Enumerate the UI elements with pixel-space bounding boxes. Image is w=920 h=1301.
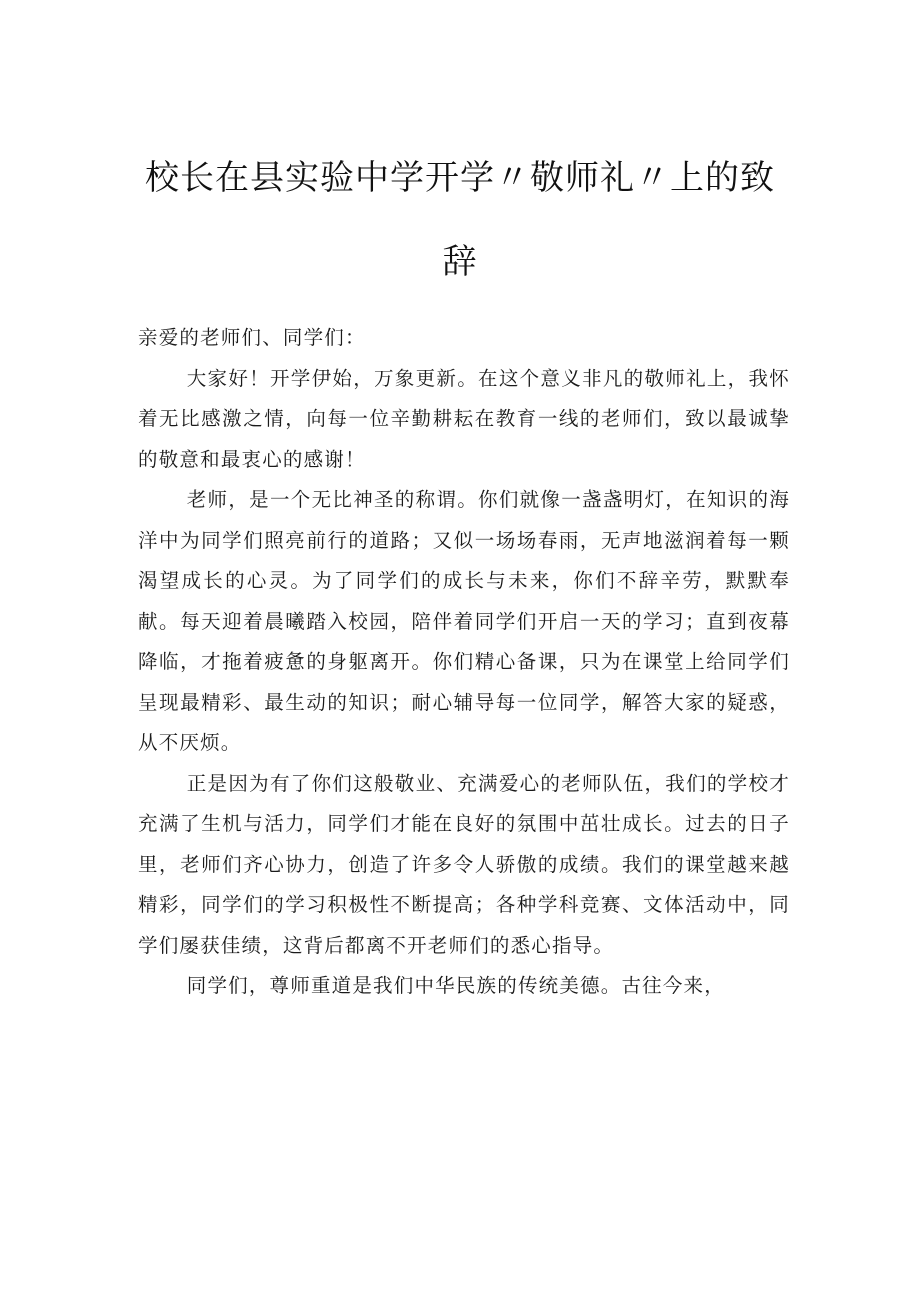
salutation: 亲爱的老师们、同学们： xyxy=(138,326,366,349)
paragraph-3: 正是因为有了你们这般敬业、充满爱心的老师队伍，我们的学校才充满了生机与活力，同学们才能在良好的氛围中茁壮成长。过去的日子里，老师们齐心协力，创造了许多令人骄傲的成绩。我们的课堂越来越精彩，同学们的学习积极性不断提高；各种学科竞赛、文体活动中，同学们屡获佳绩，这背后都离不开老师们的悉心指导。 xyxy=(138,771,790,957)
document-title xyxy=(130,136,790,304)
title-line-1: 校长在县实验中学开学〃敬师礼〃上的致 xyxy=(145,158,775,198)
paragraph-1: 大家好！开学伊始，万象更新。在这个意义非凡的敬师礼上，我怀着无比感激之情，向每一位辛勤耕耘在教育一线的老师们，致以最诚挚的敬意和最衷心的感谢！ xyxy=(138,366,790,471)
title-line-2: 辞 xyxy=(442,242,478,282)
document-body xyxy=(138,318,790,1007)
paragraph-4: 同学们，尊师重道是我们中华民族的传统美德。古往今来， xyxy=(186,974,725,997)
paragraph-2: 老师，是一个无比神圣的称谓。你们就像一盏盏明灯，在知识的海洋中为同学们照亮前行的道路；又似一场场春雨，无声地滋润着每一颗渴望成长的心灵。为了同学们的成长与未来，你们不辞辛劳，默默奉献。每天迎着晨曦踏入校园，陪伴着同学们开启一天的学习；直到夜幕降临，才拖着疲惫的身躯离开。你们精心备课，只为在课堂上给同学们呈现最精彩、最生动的知识；耐心辅导每一位同学，解答大家的疑惑，从不厌烦。 xyxy=(138,488,790,754)
